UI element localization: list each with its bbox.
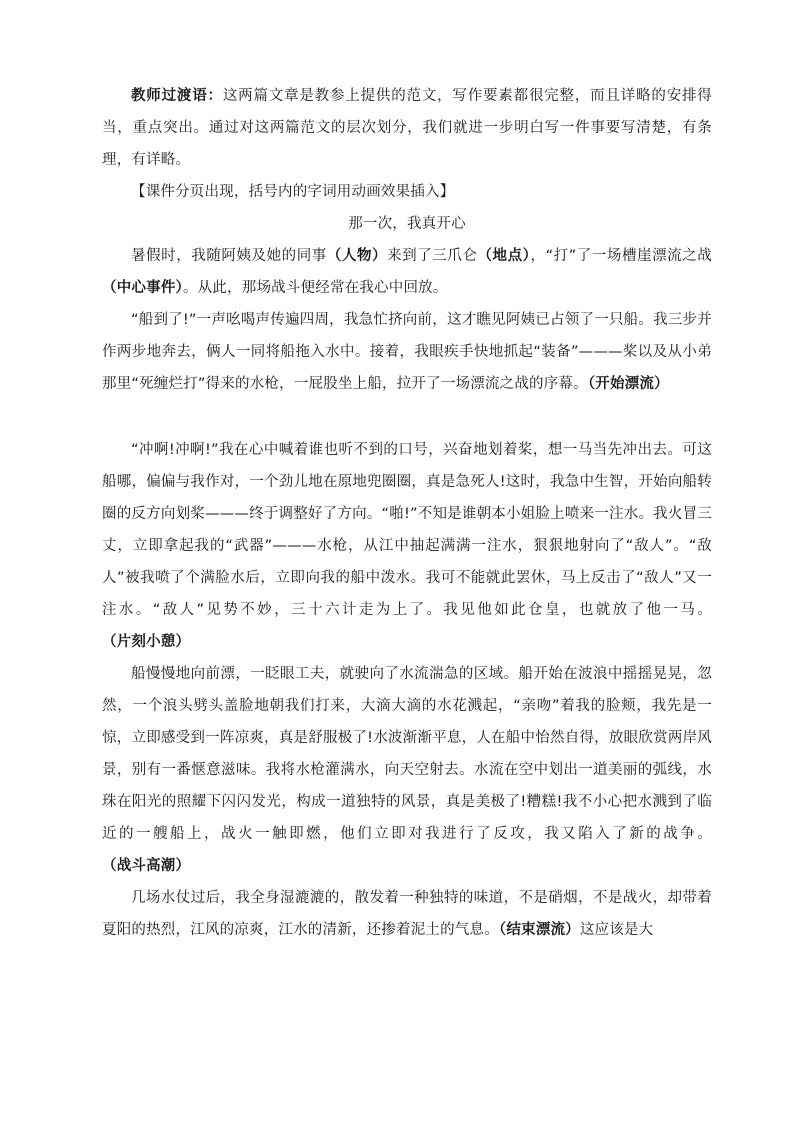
- annotation-brief-rest: （片刻小憩）: [102, 634, 191, 650]
- annotation-battle-climax: （战斗高潮）: [102, 858, 191, 874]
- essay-paragraph-3: [102, 434, 712, 658]
- p1-text-c: ，“打”了一场槽崖漂流之战: [530, 248, 712, 264]
- p5-tail: 这应该是大: [579, 922, 654, 938]
- document-body: [102, 80, 712, 946]
- teacher-transition-paragraph: [102, 80, 712, 176]
- p1-text-a: 暑假时，我随阿姨及她的同事: [131, 248, 327, 264]
- essay-paragraph-1: [102, 240, 712, 304]
- p1-text-d: 。从此，那场战斗便经常在我心中回放。: [182, 280, 448, 296]
- p4-text: 船慢慢地向前漂，一眨眼工夫，就驶向了水流湍急的区域。船开始在波浪中摇摇晃晃，忽然，一个浪头劈头盖脸地朝我们打来，大滴大滴的水花溅起，“亲吻”着我的脸颊，我先是一惊，立即感受到一阵凉爽，真是舒服极了!水波渐渐平息，人在船中怡然自得，放眼欣赏两岸风景，别有一番惬意滋味。我将水枪灌满水，向天空射去。水流在空中划出一道美丽的弧线，水珠在阳光的照耀下闪闪发光，构成一道独特的风景，真是美极了!糟糕!我不小心把水溅到了临近的一艘船上，战火一触即燃，他们立即对我进行了反攻，我又陷入了新的战争。: [102, 666, 712, 842]
- essay-paragraph-2: [102, 304, 712, 400]
- annotation-central-event: （中心事件）: [102, 280, 183, 296]
- annotation-end-rafting: （结束漂流）: [498, 922, 580, 938]
- annotation-start-rafting: （开始漂流）: [587, 376, 669, 392]
- annotation-people: （人物）: [326, 248, 388, 264]
- p3-text: “冲啊!冲啊!”我在心中喊着谁也听不到的口号，兴奋地划着桨，想一马当先冲出去。可这船哪，偏偏与我作对，一个劲儿地在原地兜圈圈，真是急死人!这时，我急中生智，开始向船转圈的反方向划桨———终于调整好了方向。“啪!”不知是谁朝本小姐脸上喷来一注水。我火冒三丈，立即拿起我的“武器”———水枪，从江中抽起满满一注水，狠狠地射向了“敌人”。“敌人”被我喷了个满脸水后，立即向我的船中泼水。我可不能就此罢休，马上反击了“敌人”又一注水。“敌人”见势不妙，三十六计走为上了。我见他如此仓皇，也就放了他一马。: [102, 442, 712, 618]
- teacher-transition-lead: 教师过渡语：: [131, 88, 223, 104]
- p1-text-b: 来到了三爪仑: [387, 248, 478, 264]
- essay-paragraph-5: [102, 882, 712, 946]
- p2-text: “船到了!”一声吆喝声传遍四周，我急忙挤向前，这才瞧见阿姨已占领了一只船。我三步并作两步地奔去，俩人一同将船拖入水中。接着，我眼疾手快地抓起“装备”———桨以及从小弟那里“死缠烂打”得来的水枪，一屁股坐上船，拉开了一场漂流之战的序幕。: [102, 312, 712, 392]
- paragraph-gap: [102, 400, 712, 434]
- essay-paragraph-4: [102, 658, 712, 882]
- annotation-place: （地点）: [477, 248, 531, 264]
- essay-title: 那一次，我真开心: [348, 216, 466, 232]
- p5-text: 几场水仗过后，我全身湿漉漉的，散发着一种独特的味道，不是硝烟，不是战火，却带着夏阳的热烈，江风的凉爽，江水的清新，还掺着泥土的气息。: [102, 890, 712, 938]
- teacher-transition-text: 这两篇文章是教参上提供的范文，写作要素都很完整，而且详略的安排得当，重点突出。通过对这两篇范文的层次划分，我们就进一步明白写一件事要写清楚，有条理，有详略。: [102, 88, 713, 168]
- courseware-instruction: 【课件分页出现，括号内的字词用动画效果插入】: [131, 184, 455, 200]
